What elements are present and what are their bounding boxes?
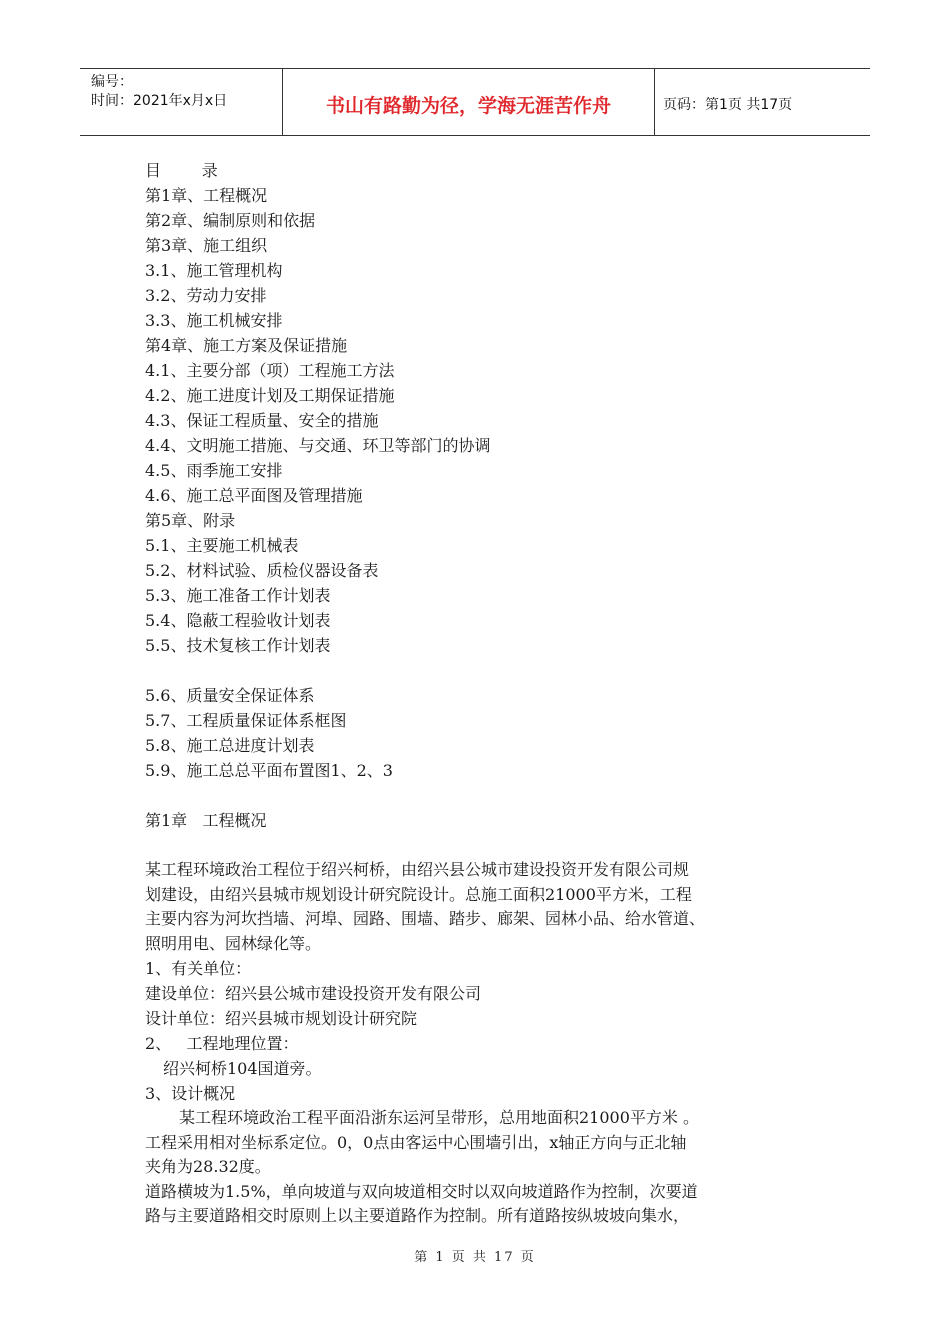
toc-item: 5.4、隐蔽工程验收计划表 bbox=[145, 611, 331, 630]
toc-item: 5.1、主要施工机械表 bbox=[145, 536, 299, 555]
designer-unit: 设计单位：绍兴县城市规划设计研究院 bbox=[145, 1009, 418, 1028]
builder-unit: 建设单位：绍兴县公城市建设投资开发有限公司 bbox=[145, 984, 482, 1003]
toc-title: 目 录 bbox=[145, 161, 218, 180]
toc-item: 3.3、施工机械安排 bbox=[145, 311, 283, 330]
toc-item: 第4章、施工方案及保证措施 bbox=[145, 336, 348, 355]
design-heading: 3、设计概况 bbox=[145, 1084, 236, 1103]
paragraph-line: 路与主要道路相交时原则上以主要道路作为控制。所有道路按纵坡坡向集水， bbox=[145, 1206, 690, 1225]
toc-list bbox=[145, 183, 835, 658]
toc-item: 4.3、保证工程质量、安全的措施 bbox=[145, 411, 379, 430]
toc-item: 第2章、编制原则和依据 bbox=[145, 211, 316, 230]
units-heading: 1、有关单位： bbox=[145, 959, 252, 978]
toc-item: 5.7、工程质量保证体系框图 bbox=[145, 711, 347, 730]
toc-item: 4.1、主要分部（项）工程施工方法 bbox=[145, 361, 395, 380]
paragraph-line: 照明用电、园林绿化等。 bbox=[145, 933, 322, 953]
toc-item: 4.4、文明施工措施、与交通、环卫等部门的协调 bbox=[145, 436, 491, 455]
toc-item: 5.6、质量安全保证体系 bbox=[145, 686, 315, 705]
header-motto: 书山有路勤为径，学海无涯苦作舟 bbox=[283, 69, 655, 135]
toc-list-continued bbox=[145, 683, 835, 783]
paragraph-line: 某工程环境政治工程位于绍兴柯桥，由绍兴县公城市建设投资开发有限公司规 bbox=[145, 860, 690, 879]
location-text: 绍兴柯桥104国道旁。 bbox=[163, 1059, 322, 1078]
paragraph-line: 工程采用相对坐标系定位。0，0点由客运中心围墙引出，x轴正方向与正北轴 bbox=[145, 1132, 687, 1152]
toc-item: 4.2、施工进度计划及工期保证措施 bbox=[145, 386, 395, 405]
time-label: 时间：2021年x月x日 bbox=[91, 93, 228, 109]
toc-item: 3.2、劳动力安排 bbox=[145, 286, 267, 305]
toc-item: 4.5、雨季施工安排 bbox=[145, 461, 283, 480]
paragraph-line: 某工程环境政治工程平面沿浙东运河呈带形，总用地面积21000平方米 。 bbox=[179, 1108, 699, 1127]
page-footer: 第 1 页 共 17 页 bbox=[414, 1250, 536, 1265]
toc-item: 第5章、附录 bbox=[145, 511, 236, 530]
paragraph-line: 划建设，由绍兴县城市规划设计研究院设计。总施工面积21000平方米，工程 bbox=[145, 884, 692, 904]
toc-item: 5.8、施工总进度计划表 bbox=[145, 736, 315, 755]
paragraph-line: 道路横坡为1.5%，单向坡道与双向坡道相交时以双向坡道路作为控制，次要道 bbox=[145, 1181, 698, 1201]
design-overview bbox=[145, 1106, 835, 1180]
header-meta bbox=[80, 69, 283, 135]
chapter1-heading: 第1章 工程概况 bbox=[145, 811, 267, 830]
document-body bbox=[145, 158, 835, 1229]
chapter1-intro bbox=[145, 858, 835, 956]
paragraph-line: 夹角为28.32度。 bbox=[145, 1157, 271, 1176]
toc-item: 第1章、工程概况 bbox=[145, 186, 268, 205]
paragraph-line: 主要内容为河坎挡墙、河埠、园路、围墙、踏步、廊架、园林小品、给水管道、 bbox=[145, 909, 706, 928]
toc-item: 5.5、技术复核工作计划表 bbox=[145, 636, 331, 655]
road-description bbox=[145, 1180, 835, 1229]
toc-item: 5.2、材料试验、质检仪器设备表 bbox=[145, 561, 379, 580]
toc-item: 第3章、施工组织 bbox=[145, 236, 268, 255]
toc-item: 3.1、施工管理机构 bbox=[145, 261, 283, 280]
toc-item: 5.9、施工总总平面布置图1、2、3 bbox=[145, 761, 393, 780]
number-label: 编号： bbox=[91, 74, 133, 90]
page-header bbox=[80, 68, 870, 136]
location-heading: 2、 工程地理位置： bbox=[145, 1034, 299, 1053]
header-page-info: 页码：第1页 共17页 bbox=[663, 97, 793, 113]
toc-item: 4.6、施工总平面图及管理措施 bbox=[145, 486, 363, 505]
toc-item: 5.3、施工准备工作计划表 bbox=[145, 586, 331, 605]
